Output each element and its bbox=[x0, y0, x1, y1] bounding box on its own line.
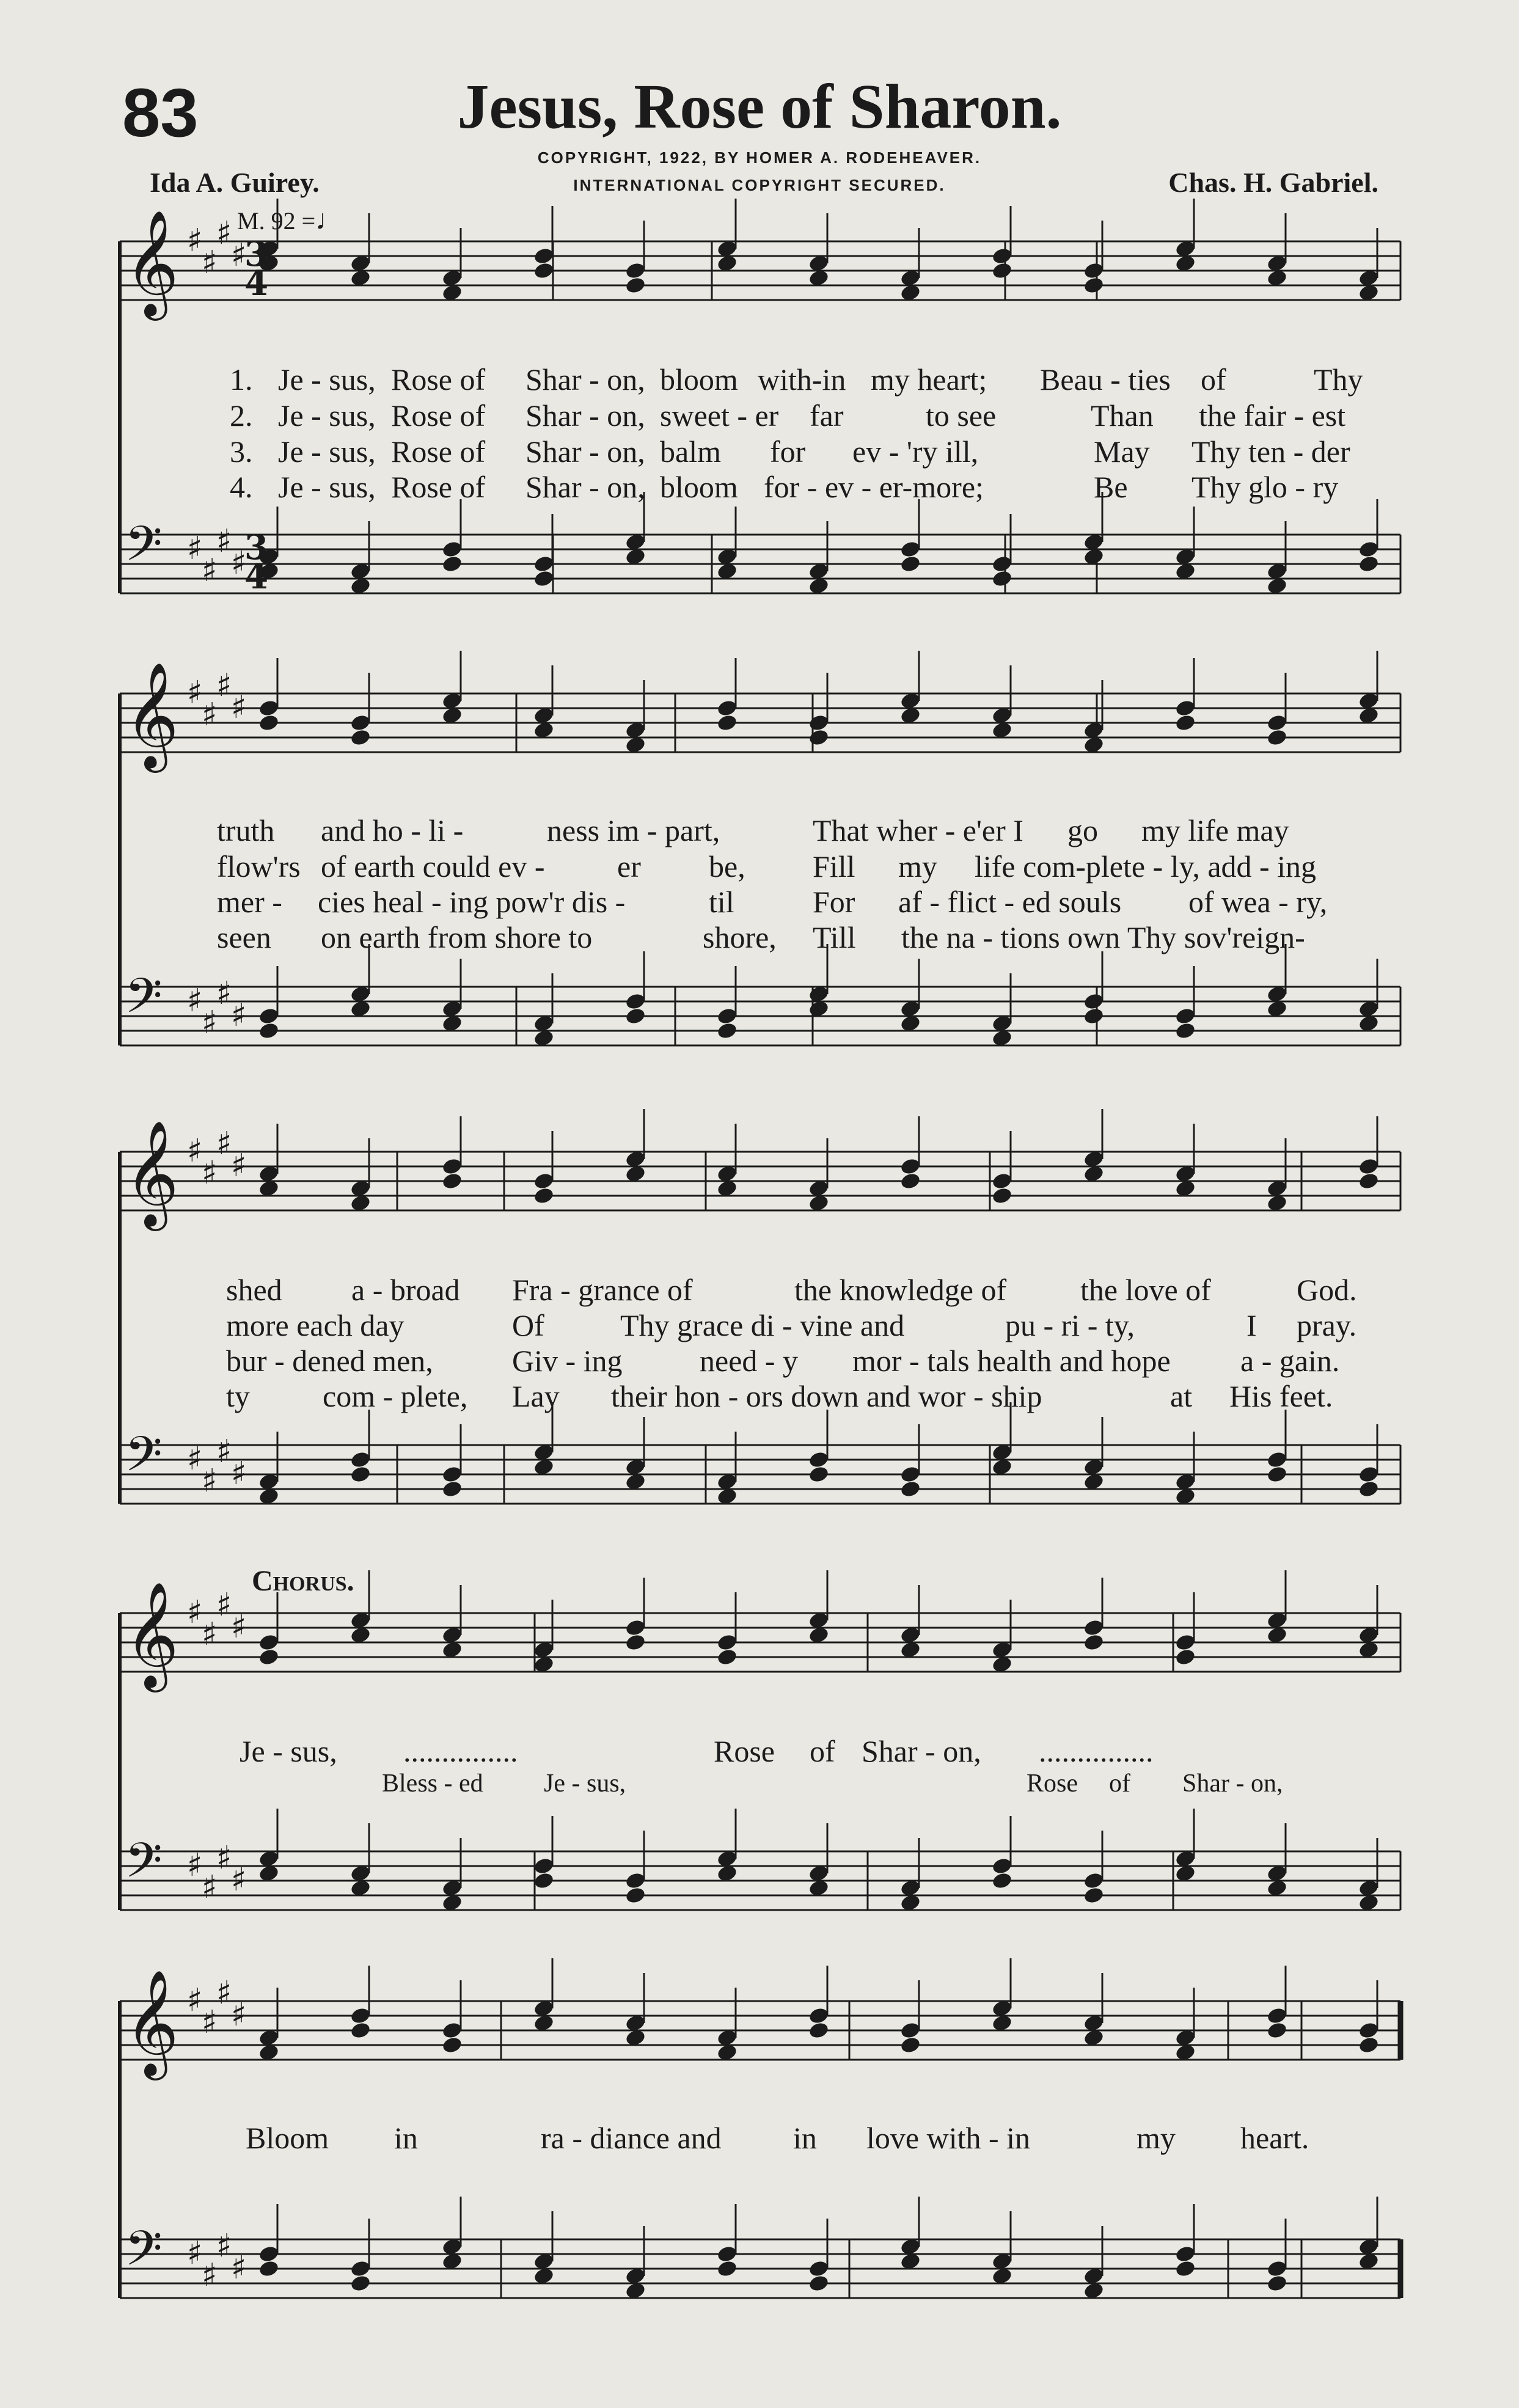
note-head bbox=[899, 555, 921, 574]
lyric: For bbox=[813, 885, 855, 919]
bass-clef-icon: 𝄢 bbox=[125, 1425, 163, 1495]
lyric: of bbox=[810, 1734, 835, 1768]
note-head bbox=[808, 2021, 830, 2040]
lyric: 3. bbox=[230, 434, 253, 469]
key-sharp-icon: ♯ bbox=[187, 530, 203, 567]
note-head bbox=[991, 262, 1013, 280]
lyric: Bless - ed bbox=[382, 1769, 483, 1798]
lyric: Shar - on, bbox=[525, 398, 645, 433]
note-head bbox=[441, 555, 463, 574]
note-head bbox=[350, 1465, 372, 1484]
lyric: I bbox=[1246, 1308, 1257, 1342]
key-sharp-icon: ♯ bbox=[216, 2228, 232, 2264]
key-sharp-icon: ♯ bbox=[187, 1982, 203, 2019]
lyric: bur - dened men, bbox=[226, 1344, 433, 1378]
lyric: pray. bbox=[1297, 1308, 1357, 1342]
note-head bbox=[991, 1872, 1013, 1890]
note-head bbox=[1266, 728, 1288, 747]
note-head bbox=[258, 2260, 280, 2278]
time-signature-digit: 4 bbox=[244, 263, 268, 304]
lyric: of wea - ry, bbox=[1188, 885, 1328, 919]
key-sharp-icon: ♯ bbox=[216, 1975, 232, 2011]
lyric: Je - sus, bbox=[278, 434, 376, 469]
lyric: Thy glo - ry bbox=[1191, 470, 1339, 504]
lyric: Rose of bbox=[391, 434, 486, 469]
lyric: That wher - e'er I bbox=[813, 813, 1023, 847]
note-head bbox=[1266, 1465, 1288, 1484]
time-signature-digit: 3 bbox=[244, 234, 268, 274]
lyric: need - y bbox=[700, 1344, 799, 1378]
chorus-label: Chorus. bbox=[252, 1565, 354, 1597]
treble-clef-icon: 𝄞 bbox=[125, 1581, 179, 1688]
lyric: 2. bbox=[230, 398, 253, 433]
lyric: my life may bbox=[1141, 813, 1289, 847]
copyright-line-1: COPYRIGHT, 1922, BY HOMER A. RODEHEAVER. bbox=[537, 148, 982, 167]
key-sharp-icon: ♯ bbox=[202, 1155, 218, 1191]
note-head bbox=[1358, 1480, 1380, 1499]
lyricist: Ida A. Guirey. bbox=[150, 167, 320, 198]
key-sharp-icon: ♯ bbox=[202, 1616, 218, 1653]
key-sharp-icon: ♯ bbox=[202, 1463, 218, 1499]
note-head bbox=[441, 1172, 463, 1191]
key-sharp-icon: ♯ bbox=[187, 1594, 203, 1631]
key-sharp-icon: ♯ bbox=[187, 222, 203, 259]
note-head bbox=[808, 1465, 830, 1484]
key-sharp-icon: ♯ bbox=[187, 1847, 203, 1884]
lyric: Je - sus, bbox=[278, 362, 376, 397]
note-head bbox=[808, 2274, 830, 2293]
hymn-number: 83 bbox=[122, 75, 199, 151]
note-head bbox=[350, 728, 372, 747]
lyric: God. bbox=[1297, 1273, 1357, 1307]
key-sharp-icon: ♯ bbox=[216, 1125, 232, 1162]
note-head bbox=[716, 1648, 738, 1667]
key-sharp-icon: ♯ bbox=[187, 983, 203, 1019]
note-head bbox=[1266, 2274, 1288, 2293]
bass-clef-icon: 𝄢 bbox=[125, 967, 163, 1036]
note-head bbox=[1174, 1648, 1196, 1667]
key-sharp-icon: ♯ bbox=[202, 1005, 218, 1041]
lyric: Rose bbox=[714, 1734, 775, 1768]
treble-clef-icon: 𝄞 bbox=[125, 1969, 179, 2076]
tempo-text: M. 92 = bbox=[237, 207, 316, 235]
lyric: Fra - grance of bbox=[512, 1273, 693, 1307]
lyric: their hon - ors down and wor - ship bbox=[611, 1379, 1042, 1413]
lyric: of bbox=[1109, 1769, 1130, 1798]
key-sharp-icon: ♯ bbox=[202, 552, 218, 589]
note-head bbox=[533, 569, 555, 588]
lyric: on earth from shore to bbox=[321, 920, 593, 954]
lyric: Shar - on, bbox=[525, 362, 645, 397]
note-head bbox=[1174, 2260, 1196, 2278]
note-head bbox=[899, 2036, 921, 2055]
lyric: Thy bbox=[1314, 362, 1363, 397]
lyric: with-in bbox=[758, 362, 846, 397]
lyric: pu - ri - ty, bbox=[1005, 1308, 1135, 1342]
lyric: ty bbox=[226, 1379, 250, 1413]
lyric: in bbox=[793, 2121, 817, 2155]
note-head bbox=[258, 1022, 280, 1041]
note-head bbox=[258, 1648, 280, 1667]
key-sharp-icon: ♯ bbox=[216, 523, 232, 560]
key-sharp-icon: ♯ bbox=[231, 1997, 247, 2033]
lyric: Je - sus, bbox=[278, 470, 376, 504]
lyric: bloom bbox=[660, 362, 738, 397]
lyric: May bbox=[1094, 434, 1150, 469]
lyric: of bbox=[1201, 362, 1226, 397]
note-head bbox=[991, 1187, 1013, 1206]
note-head bbox=[1358, 2036, 1380, 2055]
note-head bbox=[533, 1872, 555, 1890]
lyric: Till bbox=[813, 920, 856, 954]
lyric: of earth could ev - bbox=[321, 849, 545, 884]
key-sharp-icon: ♯ bbox=[231, 237, 247, 274]
lyric: 4. bbox=[230, 470, 253, 504]
key-sharp-icon: ♯ bbox=[231, 689, 247, 726]
note-head bbox=[624, 276, 646, 295]
lyric: Be bbox=[1094, 470, 1128, 504]
key-sharp-icon: ♯ bbox=[216, 1840, 232, 1876]
lyric: mor - tals health and hope bbox=[852, 1344, 1171, 1378]
lyric: Rose of bbox=[391, 362, 486, 397]
lyric: Je - sus, bbox=[240, 1734, 337, 1768]
lyric: more each day bbox=[226, 1308, 404, 1342]
treble-clef-icon: 𝄞 bbox=[125, 210, 179, 317]
lyric: my bbox=[898, 849, 937, 884]
key-sharp-icon: ♯ bbox=[202, 2004, 218, 2041]
lyric: com - plete, bbox=[323, 1379, 468, 1413]
lyric: Je - sus, bbox=[544, 1769, 626, 1798]
key-sharp-icon: ♯ bbox=[216, 1587, 232, 1623]
lyric: ............... bbox=[1039, 1734, 1154, 1768]
lyric: ra - diance and bbox=[541, 2121, 722, 2155]
lyric: the na - tions own Thy sov'reign- bbox=[901, 920, 1305, 954]
lyric: Fill bbox=[813, 849, 855, 884]
lyric: a - gain. bbox=[1240, 1344, 1340, 1378]
bass-clef-icon: 𝄢 bbox=[125, 515, 163, 584]
note-head bbox=[716, 1022, 738, 1041]
note-head bbox=[533, 262, 555, 280]
key-sharp-icon: ♯ bbox=[187, 675, 203, 711]
key-sharp-icon: ♯ bbox=[231, 2250, 247, 2286]
note-head bbox=[350, 2021, 372, 2040]
lyric: His feet. bbox=[1229, 1379, 1333, 1413]
lyric: Shar - on, bbox=[525, 434, 645, 469]
lyric: my heart; bbox=[871, 362, 987, 397]
time-signature-digit: 4 bbox=[244, 557, 268, 597]
lyric: Than bbox=[1091, 398, 1154, 433]
lyric: bloom bbox=[660, 470, 738, 504]
lyric: ev - 'ry ill, bbox=[852, 434, 979, 469]
lyric: ness im - part, bbox=[547, 813, 720, 847]
hymn-title: Jesus, Rose of Sharon. bbox=[457, 71, 1062, 142]
lyric: 1. bbox=[230, 362, 253, 397]
key-sharp-icon: ♯ bbox=[216, 215, 232, 252]
lyric: Beau - ties bbox=[1040, 362, 1171, 397]
note-head bbox=[991, 569, 1013, 588]
lyric: Of bbox=[512, 1308, 544, 1342]
time-signature-digit: 3 bbox=[244, 527, 268, 568]
lyric: sweet - er bbox=[660, 398, 779, 433]
note-head bbox=[1174, 714, 1196, 733]
note-head bbox=[716, 2260, 738, 2278]
note-head bbox=[1083, 276, 1105, 295]
key-sharp-icon: ♯ bbox=[231, 1609, 247, 1645]
lyric: Bloom bbox=[246, 2121, 329, 2155]
note-head bbox=[1266, 2021, 1288, 2040]
composer: Chas. H. Gabriel. bbox=[1168, 167, 1378, 198]
key-sharp-icon: ♯ bbox=[231, 1455, 247, 1492]
lyric: Shar - on, bbox=[862, 1734, 981, 1768]
lyric: Shar - on, bbox=[525, 470, 645, 504]
key-sharp-icon: ♯ bbox=[216, 1433, 232, 1470]
lyric: Rose of bbox=[391, 398, 486, 433]
key-sharp-icon: ♯ bbox=[187, 2235, 203, 2272]
lyric: til bbox=[709, 885, 734, 919]
copyright-line-2: INTERNATIONAL COPYRIGHT SECURED. bbox=[573, 176, 946, 194]
treble-clef-icon: 𝄞 bbox=[125, 1120, 179, 1227]
lyric: af - flict - ed souls bbox=[898, 885, 1122, 919]
lyric: the knowledge of bbox=[794, 1273, 1007, 1307]
lyric: balm bbox=[660, 434, 721, 469]
lyric: for - ev - er-more; bbox=[764, 470, 984, 504]
lyric: heart. bbox=[1240, 2121, 1309, 2155]
lyric: Je - sus, bbox=[278, 398, 376, 433]
lyric: flow'rs bbox=[217, 849, 301, 884]
lyric: Rose bbox=[1027, 1769, 1078, 1798]
lyric: seen bbox=[217, 920, 271, 954]
note-head bbox=[624, 1007, 646, 1026]
note-head bbox=[624, 1886, 646, 1905]
lyric: shore, bbox=[703, 920, 777, 954]
bass-clef-icon: 𝄢 bbox=[125, 1832, 163, 1901]
note-head bbox=[1358, 1172, 1380, 1191]
lyric: to see bbox=[926, 398, 997, 433]
key-sharp-icon: ♯ bbox=[216, 667, 232, 704]
note-head bbox=[808, 728, 830, 747]
lyric: life com-plete - ly, add - ing bbox=[975, 849, 1317, 884]
lyric: be, bbox=[709, 849, 745, 884]
quarter-note-icon: ♩ bbox=[315, 204, 344, 235]
lyric: at bbox=[1170, 1379, 1193, 1413]
note-head bbox=[899, 1480, 921, 1499]
lyric: love with - in bbox=[866, 2121, 1031, 2155]
key-sharp-icon: ♯ bbox=[187, 1441, 203, 1477]
lyric: ............... bbox=[403, 1734, 518, 1768]
lyric: mer - bbox=[217, 885, 282, 919]
key-sharp-icon: ♯ bbox=[231, 997, 247, 1034]
note-head bbox=[1083, 1886, 1105, 1905]
lyric: the fair - est bbox=[1199, 398, 1346, 433]
note-head bbox=[624, 1633, 646, 1652]
note-head bbox=[1174, 1022, 1196, 1041]
key-sharp-icon: ♯ bbox=[231, 1147, 247, 1184]
key-sharp-icon: ♯ bbox=[202, 244, 218, 281]
lyric: my bbox=[1137, 2121, 1176, 2155]
lyric: far bbox=[810, 398, 844, 433]
key-sharp-icon: ♯ bbox=[231, 1862, 247, 1898]
lyric: a - broad bbox=[351, 1273, 460, 1307]
lyric: Lay bbox=[512, 1379, 560, 1413]
treble-clef-icon: 𝄞 bbox=[125, 662, 179, 769]
note-head bbox=[1358, 555, 1380, 574]
bass-clef-icon: 𝄢 bbox=[125, 2220, 163, 2289]
lyric: go bbox=[1067, 813, 1098, 847]
key-sharp-icon: ♯ bbox=[202, 1869, 218, 1906]
key-sharp-icon: ♯ bbox=[202, 2257, 218, 2294]
note-head bbox=[350, 2274, 372, 2293]
lyric: Thy ten - der bbox=[1191, 434, 1350, 469]
lyric: cies heal - ing pow'r dis - bbox=[318, 885, 626, 919]
lyric: and ho - li - bbox=[321, 813, 464, 847]
note-head bbox=[441, 1480, 463, 1499]
note-head bbox=[533, 1187, 555, 1206]
key-sharp-icon: ♯ bbox=[231, 545, 247, 582]
key-sharp-icon: ♯ bbox=[187, 1133, 203, 1169]
lyric: in bbox=[394, 2121, 418, 2155]
lyric: the love of bbox=[1080, 1273, 1211, 1307]
note-head bbox=[1083, 1633, 1105, 1652]
key-sharp-icon: ♯ bbox=[202, 697, 218, 733]
lyric: Thy grace di - vine and bbox=[620, 1308, 905, 1342]
note-head bbox=[258, 714, 280, 733]
lyric: er bbox=[617, 849, 641, 884]
key-sharp-icon: ♯ bbox=[216, 975, 232, 1012]
lyric: shed bbox=[226, 1273, 282, 1307]
note-head bbox=[716, 714, 738, 733]
lyric: Shar - on, bbox=[1182, 1769, 1283, 1798]
note-head bbox=[899, 1172, 921, 1191]
lyric: Giv - ing bbox=[512, 1344, 623, 1378]
lyric: Rose of bbox=[391, 470, 486, 504]
note-head bbox=[441, 2036, 463, 2055]
lyric: for bbox=[770, 434, 806, 469]
lyric: truth bbox=[217, 813, 275, 847]
note-head bbox=[1083, 1007, 1105, 1026]
